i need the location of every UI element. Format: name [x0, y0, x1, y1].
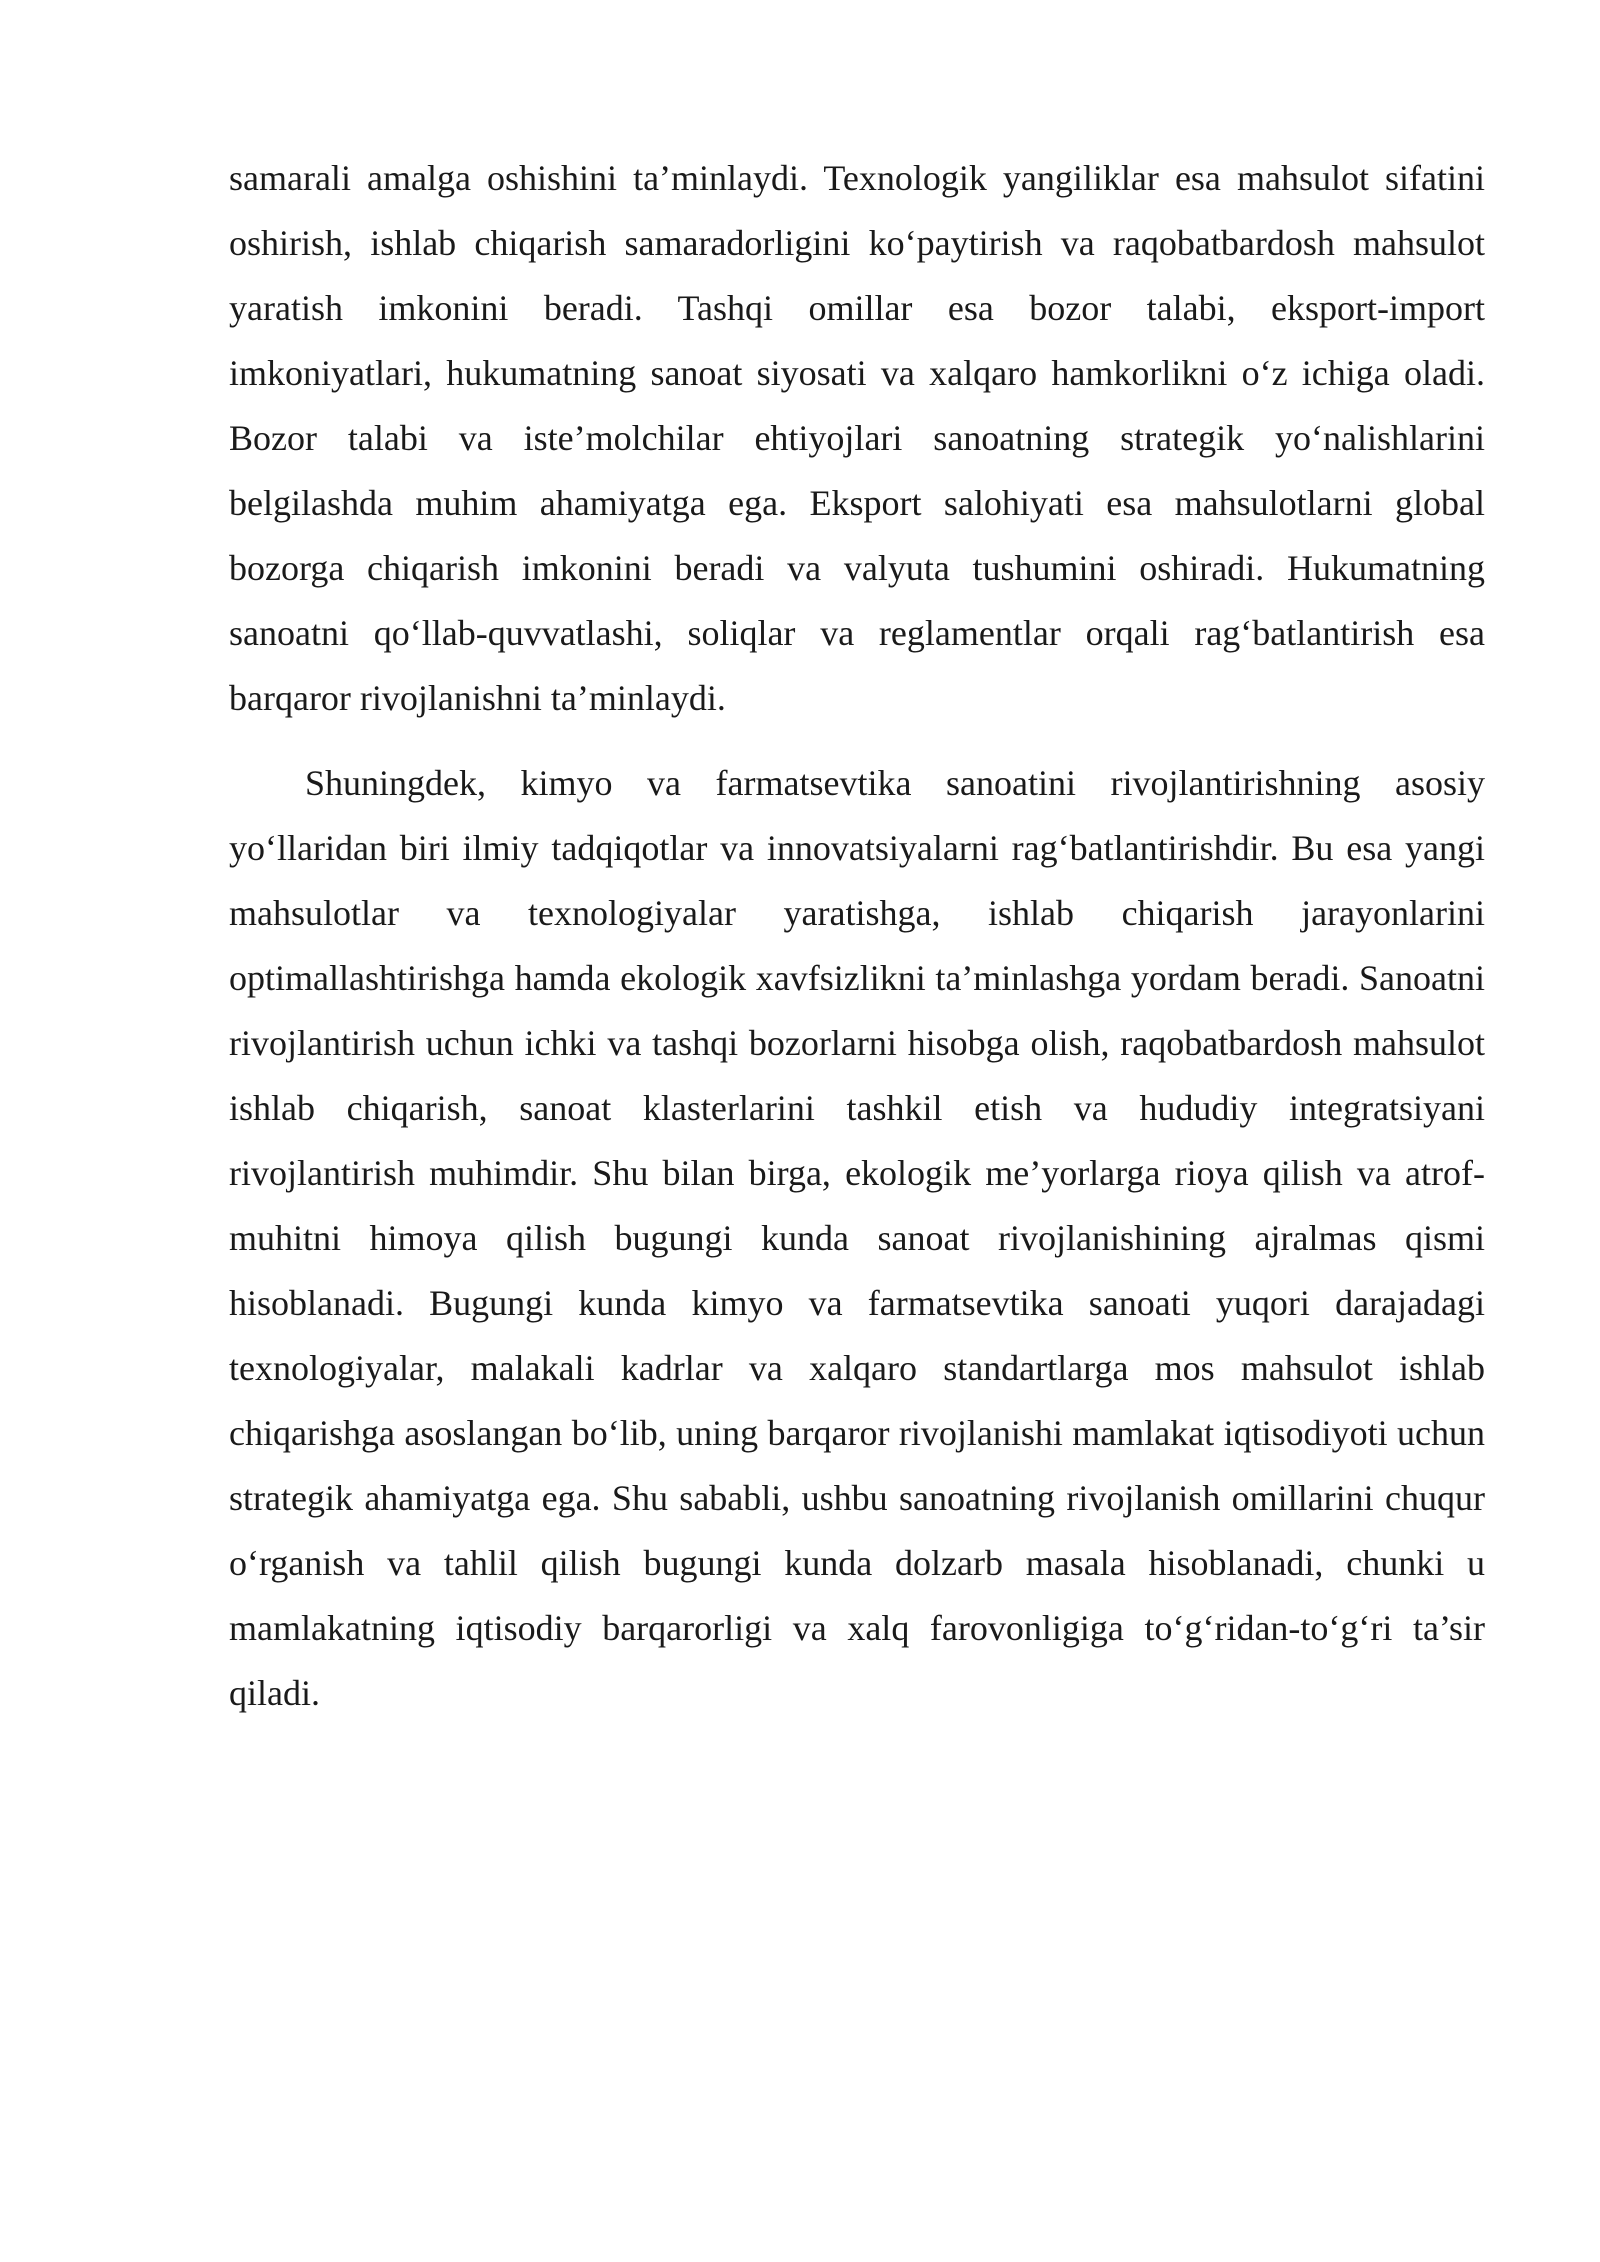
paragraph: Shuningdek, kimyo va farmatsevtika sanoatini rivojlantirishning asosiy yo‘llaridan biri ilmiy tadqiqotlar va innovatsiyalarni rag‘batlantirishdir. Bu esa yangi mahsulotlar va texnologiyalar yaratishga, ishlab chiqarish jarayonlarini optimallashtirishga hamda ekologik xavfsizlikni ta’minlashga yordam beradi. Sanoatni rivojlantirish uchun ichki va tashqi bozorlarni hisobga olish, raqobatbardosh mahsulot ishlab chiqarish, sanoat klasterlarini tashkil etish va hududiy integratsiyani rivojlantirish muhimdir. Shu bilan birga, ekologik me’yorlarga rioya qilish va atrof-muhitni himoya qilish bugungi kunda sanoat rivojlanishining ajralmas qismi hisoblanadi. Bugungi kunda kimyo va farmatsevtika sanoati yuqori darajadagi texnologiyalar, malakali kadrlar va xalqaro standartlarga mos mahsulot ishlab chiqarishga asoslangan bo‘lib, uning barqaror rivojlanishi mamlakat iqtisodiyoti uchun strategik ahamiyatga ega. Shu sababli, ushbu sanoatning rivojlanish omillarini chuqur o‘rganish va tahlil qilish bugungi kunda dolzarb masala hisoblanadi, chunki u mamlakatning iqtisodiy barqarorligi va xalq farovonligiga to‘g‘ridan-to‘g‘ri ta’sir qiladi.	[229, 763, 1485, 1713]
body-text	[229, 146, 1485, 1726]
paragraph-continuation: samarali amalga oshishini ta’minlaydi. Texnologik yangiliklar esa mahsulot sifatini oshirish, ishlab chiqarish samaradorligini ko‘paytirish va raqobatbardosh mahsulot yaratish imkonini beradi. Tashqi omillar esa bozor talabi, eksport-import imkoniyatlari, hukumatning sanoat siyosati va xalqaro hamkorlikni o‘z ichiga oladi. Bozor talabi va iste’molchilar ehtiyojlari sanoatning strategik yo‘nalishlarini belgilashda muhim ahamiyatga ega. Eksport salohiyati esa mahsulotlarni global bozorga chiqarish imkonini beradi va valyuta tushumini oshiradi. Hukumatning sanoatni qo‘llab-quvvatlashi, soliqlar va reglamentlar orqali rag‘batlantirish esa barqaror rivojlanishni ta’minlaydi.	[229, 158, 1485, 718]
